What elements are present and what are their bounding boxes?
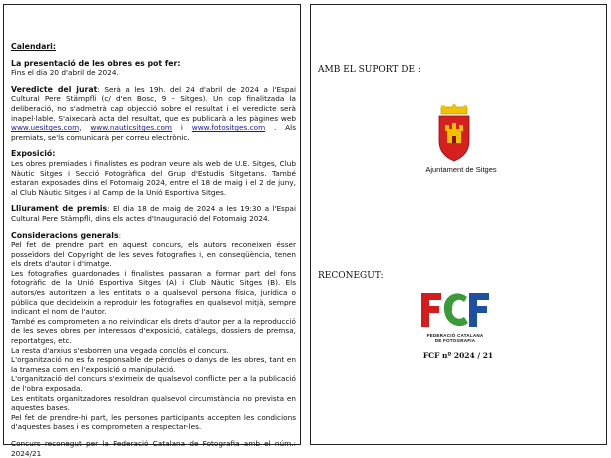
lliurament-text: : El dia 18 de maig de 2024 a les 19:30 a l'Espai Cultural Pere Stämpfli, dins els actes d'Inauguració del Fotomaig 2024.	[11, 204, 296, 223]
exposicio-text: Les obres premiades i finalistes es podran veure als web de U.E. Sitges, Club Nàutic Sitges i Secció Fotogràfica del Grup d'Estudis Sitgetans. També estaran exposades dins el Fotomaig 2024, entre el 18 de maig i el 2 de juny, al Club Nàutic Sitges i al Camp de la Unió Esportiva Sitges.	[11, 158, 296, 197]
exposicio-heading: Exposició:	[11, 149, 56, 159]
left-page	[3, 4, 301, 458]
suport-label: AMB EL SUPORT DE :	[318, 65, 421, 75]
link-separator: ,	[79, 123, 91, 133]
uesitges-link[interactable]: www.uesitges.com	[11, 123, 80, 133]
calendari-heading: Calendari:	[11, 42, 56, 51]
link-separator: i	[172, 123, 192, 133]
ajuntament-logo	[419, 103, 489, 167]
veredicte-heading: Veredicte del jurat	[11, 84, 98, 94]
ajuntament-name: Ajuntament de Sitges	[425, 165, 497, 174]
consideracions-colon: :	[118, 230, 122, 240]
consideracio-paragraph: Les entitats organitzadores resoldran qualsevol circumstància no prevista en aquestes bases.	[11, 393, 296, 413]
consideracio-paragraph: Pel fet de prendre part en aquest concurs, els autors reconeixen ésser posseïdors del Copyright de les seves fotografies i, en conseqüència, tenen els drets d'autor i d'imatge.	[11, 240, 296, 269]
fcf-number: FCF nº 2024 / 21	[422, 351, 494, 360]
consideracio-paragraph: La resta d'arxius s'esborren una vegada conclòs el concurs.	[11, 345, 229, 355]
fcf-caption-line-2: DE FOTOGRAFIA	[434, 338, 476, 343]
fcf-recognition-footer: Concurs reconegut per la Federació Catalana de Fotografia amb el núm.: 2024/21	[11, 438, 296, 458]
consideracio-paragraph: Pel fet de prendre-hi part, les persones participants accepten les condicions d'aquestes bases i es comprometen a respectar-les.	[11, 412, 296, 432]
presentacio-heading: La presentació de les obres es pot fer:	[11, 58, 181, 68]
fcf-logo	[417, 289, 493, 347]
fcf-letters-icon	[417, 289, 493, 329]
nauticsitges-link[interactable]: www.nauticsitges.com	[90, 123, 173, 133]
consideracio-paragraph: L'organització del concurs s'eximeix de qualsevol conflicte per a la publicació de l'obra exposada.	[11, 374, 296, 393]
consideracio-paragraph: També es comprometen a no reivindicar els drets d'autor per a la reproducció de les seves obres per interessos d'exposició, catàlegs, dossiers de premsa, reportatges, etc.	[11, 316, 296, 346]
lliurament-heading: Lliurament de premis	[11, 204, 108, 214]
lliurament-paragraph	[11, 204, 296, 223]
sitges-shield-icon	[419, 103, 489, 167]
veredicte-text-2: . Als premiats, se'ls comunicarà per correu electrònic.	[11, 123, 296, 142]
consideracio-paragraph: L'organització no es fa responsable de pèrdues o danys de les obres, tant en la tramesa com en l'exposició o manipulació.	[11, 355, 296, 374]
consideracions-heading-line	[11, 231, 296, 241]
consideracions-heading: Consideracions generals	[11, 230, 119, 240]
fcf-caption-line-1: FEDERACIÓ CATALANA	[426, 333, 484, 338]
reconegut-label: RECONEGUT:	[318, 271, 384, 281]
veredicte-paragraph	[11, 85, 296, 143]
consideracio-paragraph: Les fotografies guardonades i finalistes passaran a formar part del fons fotogràfic de la Unió Esportiva Sitges (A) i Club Nàutic Sitges (B). Els autors/es autoritzen a les entitats o a qualsevol persona física, jurídica o pública que decideixin a reproduir les fotografies en qualsevol mitjà, sempre indicant el nom de l'autor.	[11, 268, 296, 317]
left-text-block	[11, 42, 296, 458]
veredicte-text-1: : Serà a les 19h. del 24 d'abril de 2024 a l'Espai Cultural Pere Stämpfli (c/ d'en Bosc, 9 – Sitges). Un cop finalitzada la deliberació, no s'admetrà cap objecció sobre el resultat i el veredicte serà inapel·lable. S'aixecarà acta del resultat, que es publicarà a les pàgines web	[11, 84, 296, 123]
fotositges-link[interactable]: www.fotositges.com	[191, 123, 266, 133]
presentacio-text: Fins el dia 20 d'abril de 2024.	[11, 68, 119, 78]
right-page	[310, 4, 607, 445]
